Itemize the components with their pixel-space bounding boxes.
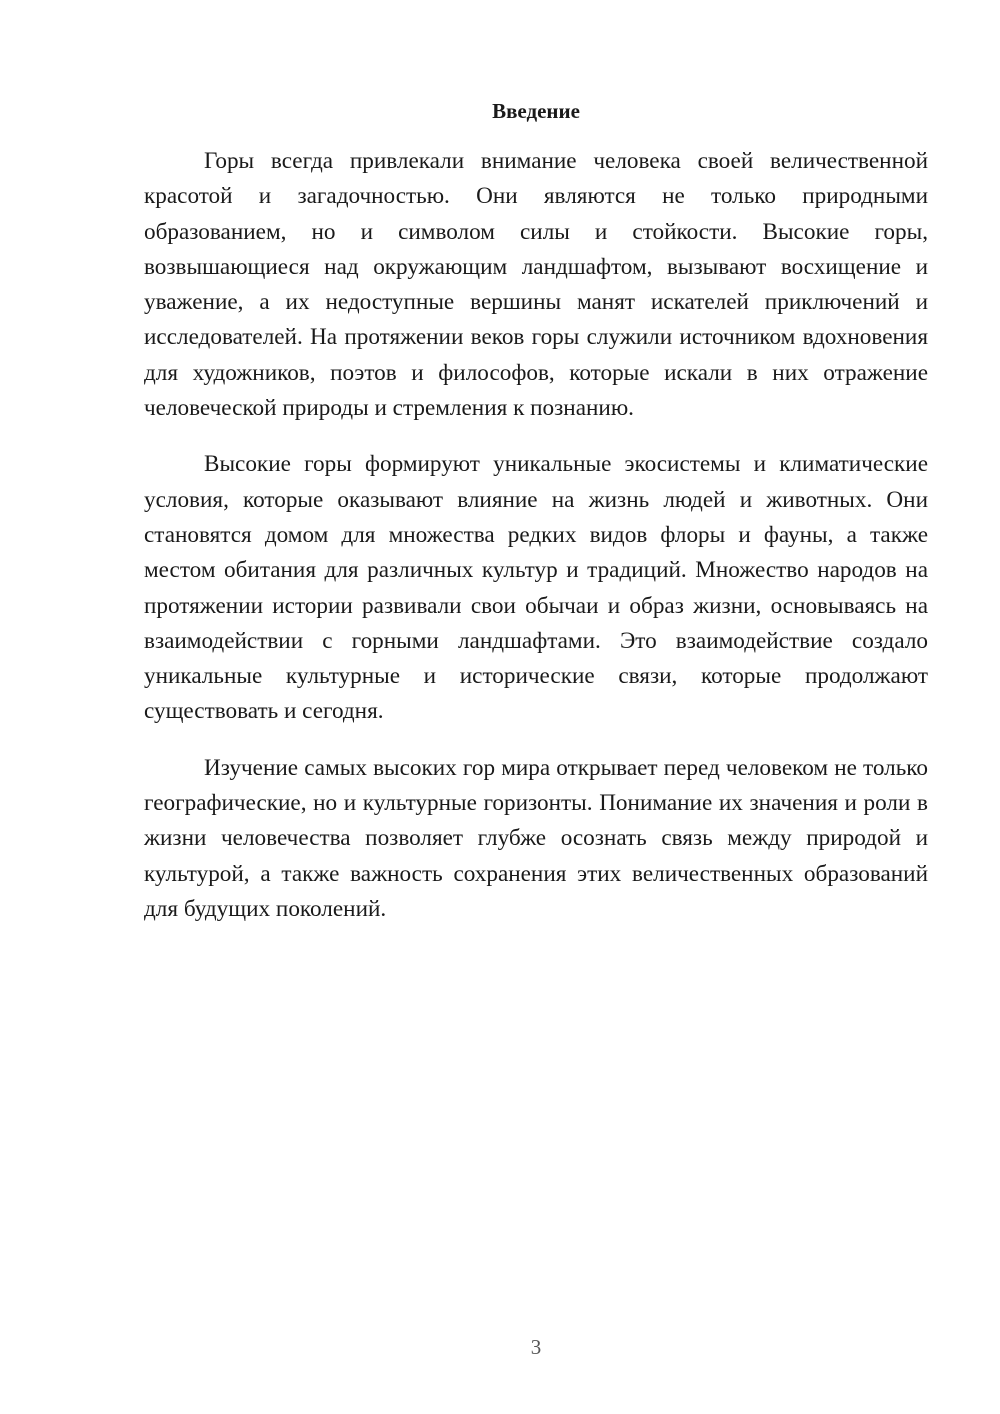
paragraph-3: Изучение самых высоких гор мира открывает перед человеком не только географические, но и культурные горизонты. Понимание их значения и роли в жизни человечества позволяет глубже осознать связь между природой и культурой, а также важность сохранения этих величественных образований для будущих поколений. — [144, 754, 928, 922]
section-heading: Введение — [492, 99, 580, 123]
paragraph-2: Высокие горы формируют уникальные экосистемы и климатические условия, которые оказывают влияние на жизнь людей и животных. Они становятся домом для множества редких видов флоры и фауны, а также местом обитания для различных культур и традиций. Множество народов на протяжении истории развивали свои обычаи и образ жизни, основываясь на взаимодействии с горными ландшафтами. Это взаимодействие создало уникальные культурные и исторические связи, которые продолжают существовать и сегодня. — [144, 451, 928, 725]
body-text — [144, 144, 928, 948]
paragraph-1: Горы всегда привлекали внимание человека своей величественной красотой и загадочностью. Они являются не только природными образованием, но и символом силы и стойкости. Высокие горы, возвышающиеся над окружающим ландшафтом, вызывают восхищение и уважение, а их недоступные вершины манят искателей приключений и исследователей. На протяжении веков горы служили источником вдохновения для художников, поэтов и философов, которые искали в них отражение человеческой природы и стремления к познанию. — [144, 148, 928, 422]
page-number: 3 — [530, 1335, 542, 1359]
